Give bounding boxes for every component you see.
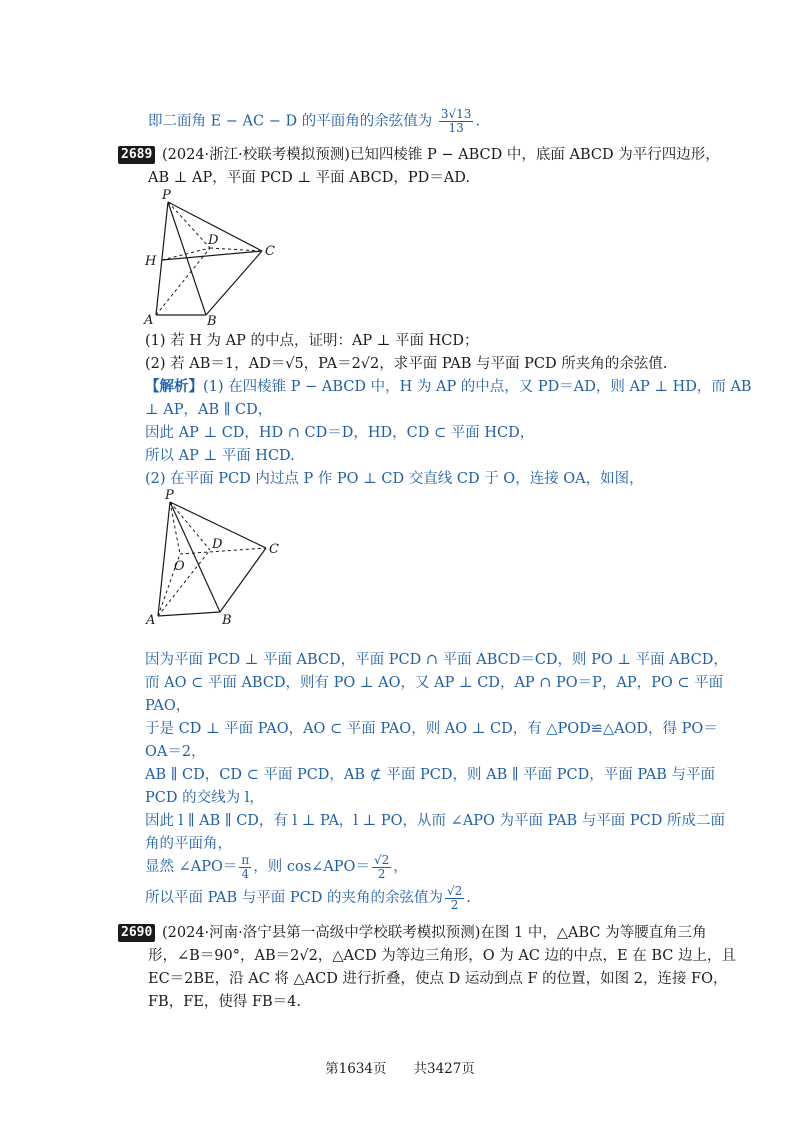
prev-answer-line: 即二面角 E − AC − D 的平面角的余弦值为 $\frac{3√13}{13}$ . (148, 107, 481, 135)
edge-HC (162, 251, 262, 260)
edge-PD (168, 202, 210, 248)
figure-pyramid-1 (140, 188, 290, 328)
solution-line-14: 角的平面角， (145, 836, 232, 852)
solution-tag: 【解析】 (145, 378, 203, 395)
label-C: C (269, 542, 279, 557)
problem-number-2689: 2689 (118, 146, 155, 164)
problem-2690-line4: FB，FE，使得 FB＝4. (148, 994, 302, 1010)
solution-line-2: ⊥ AP，AB ∥ CD， (145, 402, 273, 418)
solution-line-3: 因此 AP ⊥ CD，HD ∩ CD＝D，HD，CD ⊂ 平面 HCD， (145, 425, 535, 441)
figure-pyramid-2 (140, 488, 290, 628)
label-H: H (145, 254, 157, 269)
label-D: D (212, 537, 223, 552)
solution-line-12: PCD 的交线为 l， (145, 790, 264, 806)
question-2: (2) 若 AB＝1，AD＝√5，PA＝2√2，求平面 PAB 与平面 PCD 所夹角的余弦值. (145, 356, 668, 372)
problem-2689-line1: (2024·浙江·校联考模拟预测)已知四棱锥 P − ABCD 中，底面 ABCD 为平行四边形， (162, 147, 720, 163)
edge-BC (220, 548, 266, 612)
edge-PA (156, 202, 168, 315)
solution-line-9: 于是 CD ⊥ 平面 PAO，AO ⊂ 平面 PAO，则 AO ⊥ CD，有 △POD≌△AOD，得 PO＝ (145, 721, 718, 737)
edge-PO (170, 502, 180, 554)
label-O: O (174, 559, 185, 574)
solution-line-11: AB ∥ CD，CD ⊂ 平面 PCD，AB ⊄ 平面 PCD，则 AB ∥ 平面 PCD，平面 PAB 与平面 (145, 767, 716, 783)
label-A: A (144, 313, 154, 328)
solution-line-10: OA＝2， (145, 744, 206, 760)
solution-line-5: (2) 在平面 PCD 内过点 P 作 PO ⊥ CD 交直线 CD 于 O，连接 OA，如图， (145, 471, 644, 487)
label-B: B (222, 613, 232, 628)
solution-line-16: 所以平面 PAB 与平面 PCD 的夹角的余弦值为 $\frac{√2}{2}$ . (145, 883, 471, 912)
question-1: (1) 若 H 为 AP 的中点，证明：AP ⊥ 平面 HCD； (145, 333, 479, 349)
label-A: A (146, 613, 156, 628)
edge-PD (170, 502, 210, 550)
problem-2690-line1: (2024·河南·洛宁县第一高级中学校联考模拟预测)在图 1 中，△ABC 为等腰直角三角 (162, 925, 707, 941)
problem-2689-line2: AB ⊥ AP，平面 PCD ⊥ 平面 ABCD，PD＝AD. (148, 170, 470, 186)
edge-AB (158, 612, 220, 616)
fraction-pi-over-4: $\frac{\pi}{4}$ (241, 852, 250, 881)
page-footer: 第1634页 共3427页 (325, 1061, 475, 1077)
solution-line-4: 所以 AP ⊥ 平面 HCD. (145, 448, 295, 464)
problem-2690-line2: 形，∠B＝90°，AB＝2√2，△ACD 为等边三角形，O 为 AC 边的中点，E 在 BC 边上，且 (148, 948, 736, 964)
solution-line-7: 而 AO ⊂ 平面 ABCD，则有 PO ⊥ AO，又 AP ⊥ CD，AP ∩ PO＝P，AP，PO ⊂ 平面 (145, 675, 724, 691)
problem-number-2690: 2690 (118, 924, 155, 942)
edge-PB (170, 502, 220, 612)
edge-BC (206, 251, 262, 315)
solution-line-1: 【解析】(1) 在四棱锥 P − ABCD 中，H 为 AP 的中点，又 PD＝AD，则 AP ⊥ HD，而 AB (145, 378, 752, 395)
label-C: C (265, 244, 275, 259)
edge-DC (210, 248, 262, 251)
prev-answer-fraction: $\frac{3√13}{13}$ (440, 107, 472, 135)
solution-line-15: 显然 ∠APO＝ $\frac{\pi}{4}$ ，则 cos∠APO＝ $\frac{√2}{2}$ ， (145, 852, 408, 881)
fraction-sqrt2-over-2: $\frac{√2}{2}$ (373, 852, 390, 881)
solution-line-13: 因此 l ∥ AB ∥ CD，有 l ⊥ PA，l ⊥ PO，从而 ∠APO 为平面 PAB 与平面 PCD 所成二面 (145, 813, 726, 829)
label-P: P (162, 188, 171, 203)
label-P: P (165, 488, 174, 503)
label-B: B (207, 314, 217, 328)
solution-line-8: PAO， (145, 698, 191, 714)
problem-2690-line3: EC＝2BE，沿 AC 将 △ACD 进行折叠，使点 D 运动到点 F 的位置，如图 2，连接 FO， (148, 971, 728, 987)
answer-fraction: $\frac{√2}{2}$ (446, 883, 463, 912)
solution-line-6: 因为平面 PCD ⊥ 平面 ABCD，平面 PCD ∩ 平面 ABCD＝CD，则 PO ⊥ 平面 ABCD， (145, 652, 728, 668)
label-D: D (208, 233, 219, 248)
